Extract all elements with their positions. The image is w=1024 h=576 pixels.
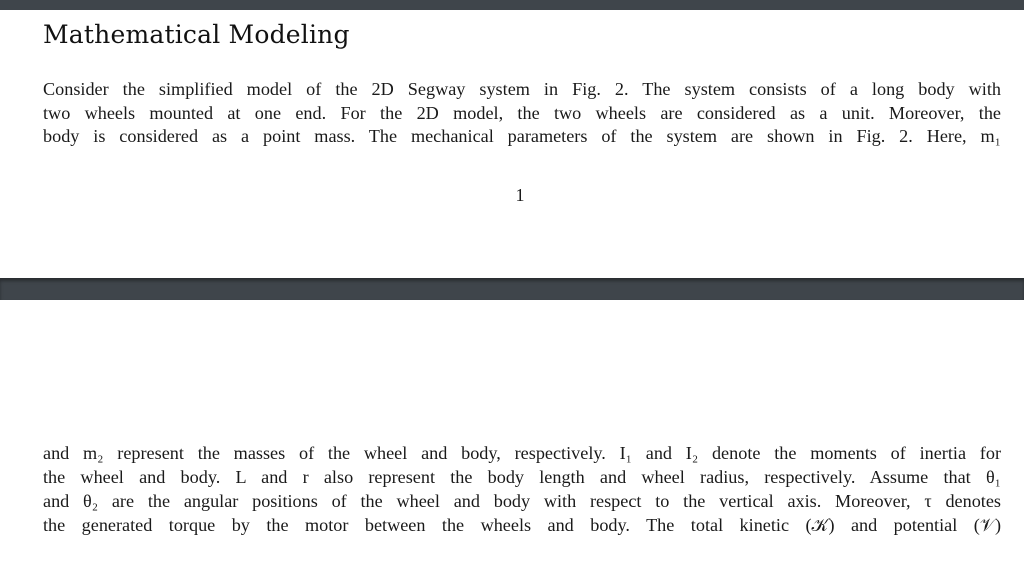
page-separator: [0, 278, 1024, 300]
viewer-top-bar: [0, 0, 1024, 10]
paragraph-line: two wheels mounted at one end. For the 2D model, the two wheels are considered as a unit. Moreover, the: [43, 103, 1001, 123]
paragraph-line: body is considered as a point mass. The mechanical parameters of the system are shown in Fig. 2. Here, m₁: [43, 126, 1001, 146]
paragraph-line: Consider the simplified model of the 2D Segway system in Fig. 2. The system consists of a long body with: [43, 79, 1001, 99]
document-page-1: [0, 10, 1024, 278]
paragraph-line: the wheel and body. L and r also represent the body length and wheel radius, respectively. Assume that θ₁: [43, 467, 1001, 487]
paragraph-line: and θ₂ are the angular positions of the wheel and body with respect to the vertical axis. Moreover, τ denotes: [43, 491, 1001, 511]
paragraph-line: the generated torque by the motor between the wheels and body. The total kinetic (𝒦) and potential (𝒱): [43, 515, 1001, 535]
section-heading: Mathematical Modeling: [43, 20, 350, 49]
document-page-2: [0, 300, 1024, 576]
paragraph-line: and m₂ represent the masses of the wheel and body, respectively. I₁ and I₂ denote the moments of inertia for: [43, 443, 1001, 463]
page-number: 1: [515, 185, 525, 205]
